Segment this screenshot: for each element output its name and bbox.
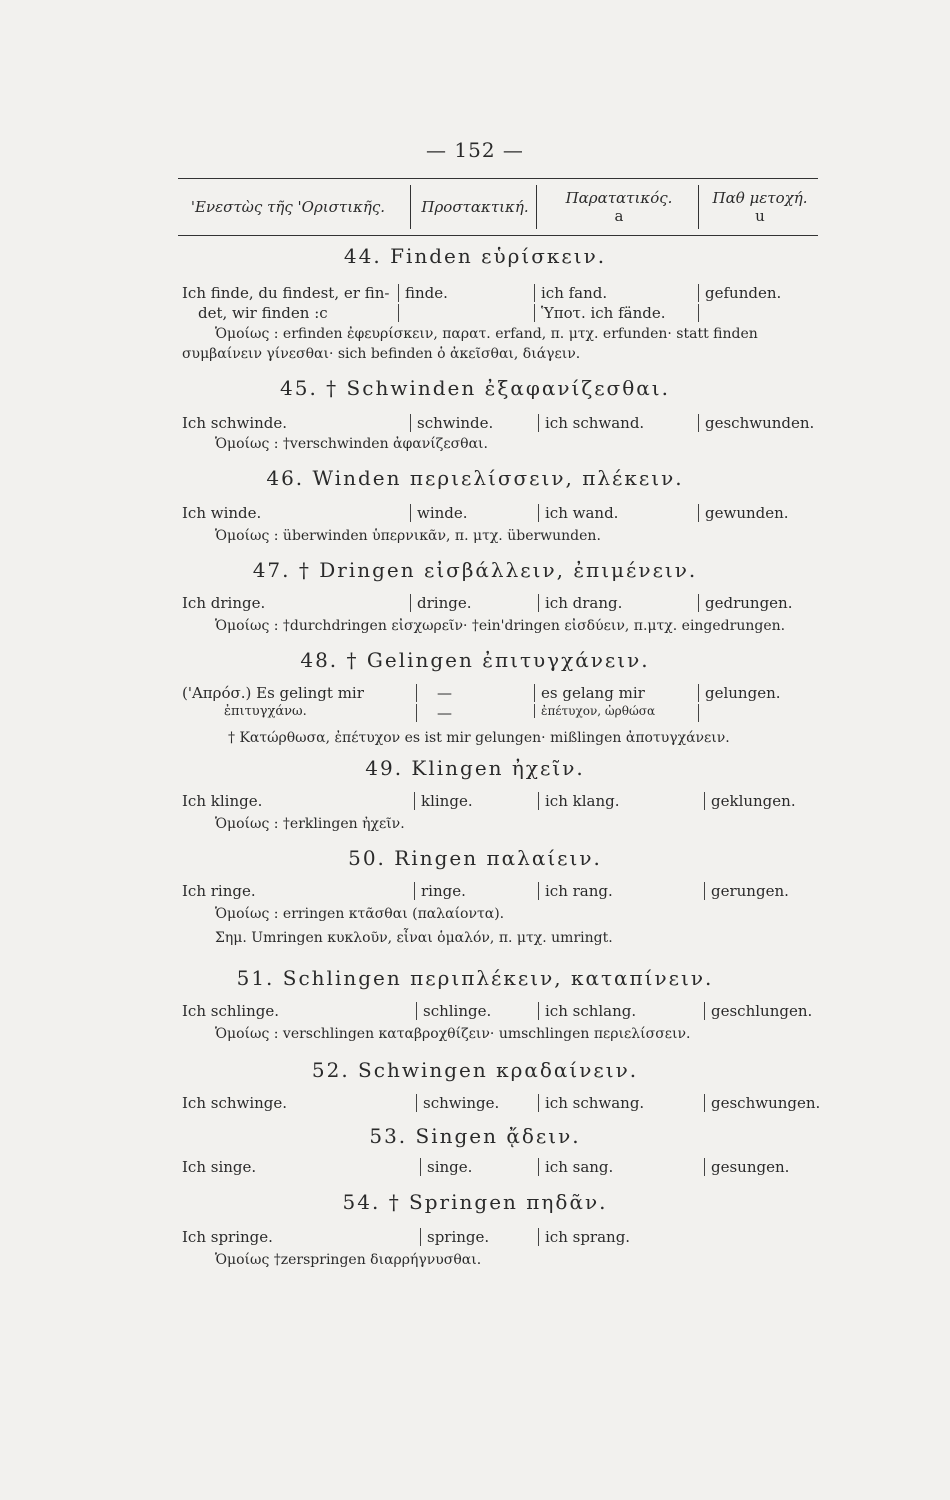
entry-row-48: ('Απρόσ.) Es gelingt mir — es gelang mir gelungen. [182, 684, 781, 702]
entry-note-44a: Ὁμοίως : erfinden ἐφευρίσκειν, παρατ. erfand, π. μτχ. erfunden· statt finden [215, 326, 758, 342]
entry-heading-49: 49. Klingen ἠχεῖν. [365, 756, 585, 780]
header-imperative: Προστακτική. [421, 198, 529, 216]
entry-note-50a: Ὁμοίως : erringen κτᾶσθαι (παλαίοντα). [215, 906, 505, 922]
entry-heading-50: 50. Ringen παλαίειν. [348, 846, 602, 870]
entry-row-51: Ich schlinge. schlinge. ich schlang. geschlungen. [182, 1002, 813, 1020]
entry-heading-46: 46. Winden περιελίσσειν, πλέκειν. [266, 466, 684, 490]
entry-heading-53: 53. Singen ᾄδειν. [369, 1124, 581, 1148]
entry-row-46: Ich winde. winde. ich wand. gewunden. [182, 504, 789, 522]
entry-note-47: Ὁμοίως : †durchdringen εἰσχωρεῖν· †ein'dringen εἰσδύειν, π.μτχ. eingedrungen. [215, 618, 786, 634]
entry-row-44b: det, wir finden :c Ὑποτ. ich fände. [182, 304, 822, 326]
entry-heading-54: 54. † Springen πηδᾶν. [342, 1190, 608, 1214]
entry-heading-52: 52. Schwingen κραδαίνειν. [311, 1058, 639, 1082]
entry-row-45: Ich schwinde. schwinde. ich schwand. geschwunden. [182, 414, 815, 432]
entry-heading-51: 51. Schlingen περιπλέκειν, καταπίνειν. [236, 966, 714, 990]
entry-row-47: Ich dringe. dringe. ich drang. gedrungen. [182, 594, 793, 612]
header-imperfect: Παρατατικός. a [565, 189, 673, 225]
entry-row-50: Ich ringe. ringe. ich rang. gerungen. [182, 882, 789, 900]
entry-note-44b: συμβαίνειν γίνεσθαι· sich befinden ὁ ἀκεῖσθαι, διάγειν. [182, 346, 581, 362]
entry-note-54: Ὁμοίως †zerspringen διαρρήγνυσθαι. [215, 1252, 482, 1268]
entry-note-48: † Κατώρθωσα, ἐπέτυχον es ist mir gelungen· mißlingen ἀποτυγχάνειν. [228, 730, 730, 746]
entry-row-44: Ich finde, du findest, er fin- finde. ich fand. gefunden. [182, 284, 782, 302]
entry-row-53: Ich singe. singe. ich sang. gesungen. [182, 1158, 790, 1176]
entry-heading-44: 44. Finden εὑρίσκειν. [343, 244, 607, 268]
table-header [178, 178, 818, 236]
entry-note-50b: Σημ. Umringen κυκλοῦν, εἶναι ὁμαλόν, π. μτχ. umringt. [215, 930, 613, 946]
entry-row-49: Ich klinge. klinge. ich klang. geklungen. [182, 792, 796, 810]
entry-note-45: Ὁμοίως : †verschwinden ἀφανίζεσθαι. [215, 436, 488, 452]
entry-heading-48: 48. † Gelingen ἐπιτυγχάνειν. [300, 648, 650, 672]
entry-heading-45: 45. † Schwinden ἐξαφανίζεσθαι. [280, 376, 670, 400]
entry-heading-47: 47. † Dringen εἰσβάλλειν, ἐπιμένειν. [252, 558, 698, 582]
entry-note-49: Ὁμοίως : †erklingen ἠχεῖν. [215, 816, 405, 832]
entry-note-51: Ὁμοίως : verschlingen καταβροχθίζειν· umschlingen περιελίσσειν. [215, 1026, 691, 1042]
entry-row-48b: ἐπιτυγχάνω. — ἐπέτυχον, ὠρθώσα [182, 704, 822, 726]
entry-row-52: Ich schwinge. schwinge. ich schwang. geschwungen. [182, 1094, 821, 1112]
entry-row-54: Ich springe. springe. ich sprang. [182, 1228, 631, 1246]
page-number: — 152 — [426, 138, 524, 162]
entry-note-46: Ὁμοίως : überwinden ὑπερνικᾶν, π. μτχ. überwunden. [215, 528, 601, 544]
header-participle: Παθ μετοχή. u [712, 189, 808, 225]
header-present-indicative: 'Ενεστὼς τῆς 'Οριστικῆς. [190, 198, 386, 216]
